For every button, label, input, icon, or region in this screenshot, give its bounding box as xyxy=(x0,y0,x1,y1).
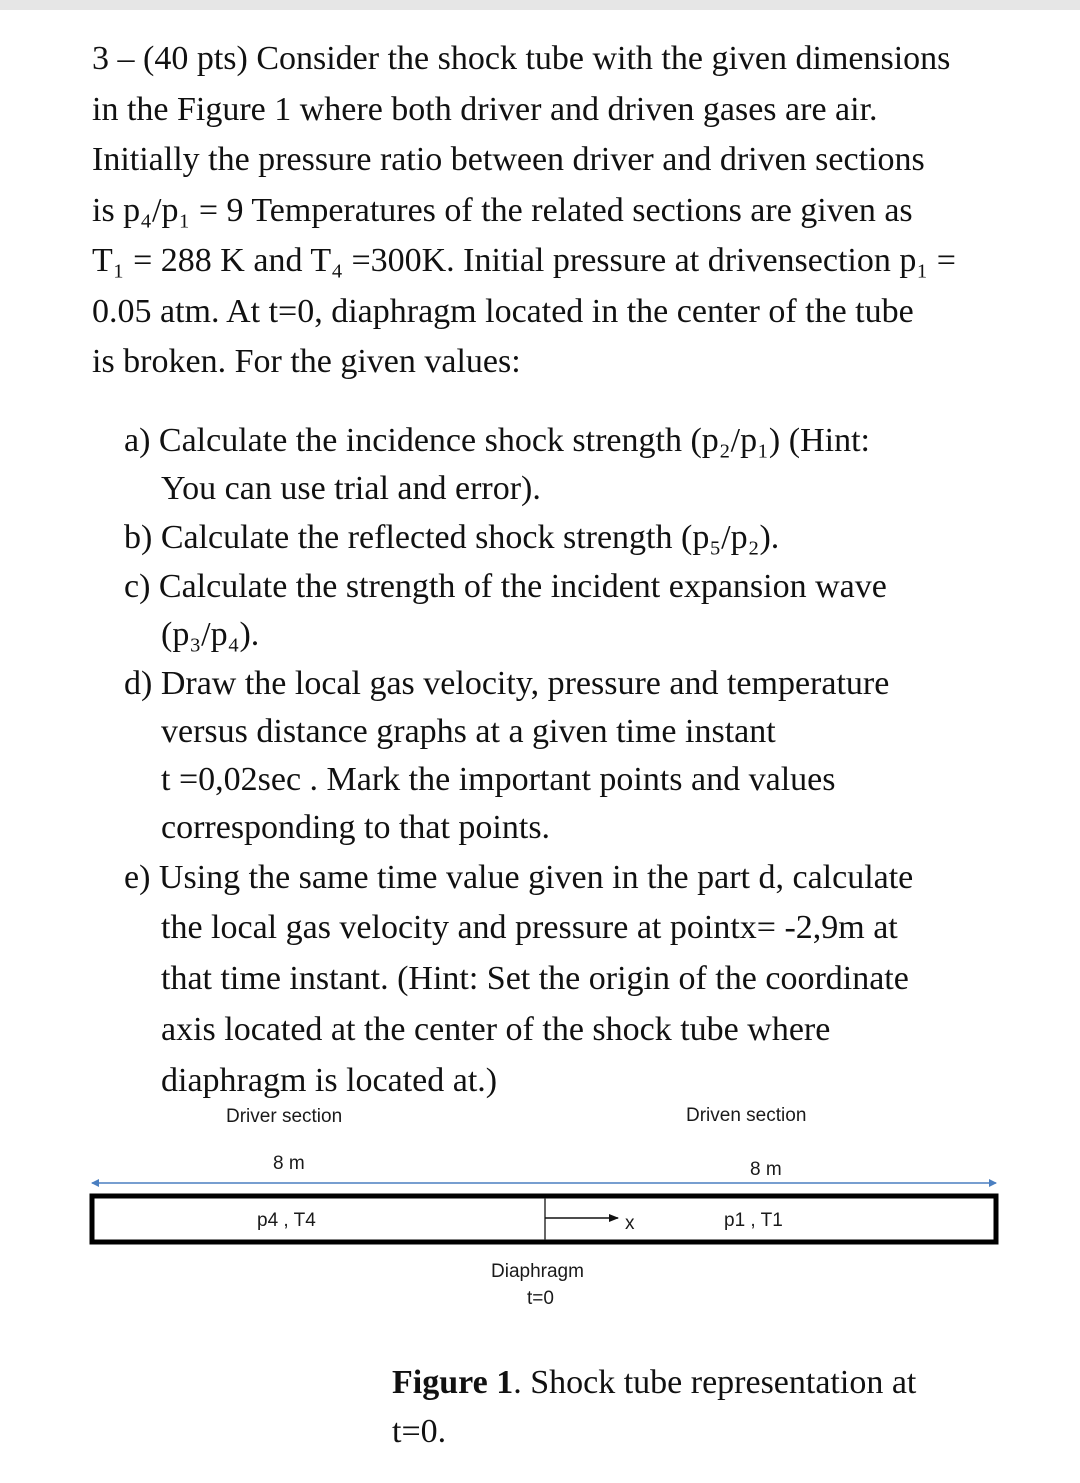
driven-section-label: Driven section xyxy=(686,1105,807,1126)
figure-caption xyxy=(392,1359,916,1407)
question-line: c) Calculate the strength of the incident expansion wave xyxy=(124,568,887,605)
caption-figure-number: Figure 1 xyxy=(392,1364,514,1401)
question-line: t =0,02sec . Mark the important points and values xyxy=(161,761,836,798)
problem-line: in the Figure 1 where both driver and driven gases are air. xyxy=(92,90,878,128)
problem-line: is broken. For the given values: xyxy=(92,343,521,380)
question-line: versus distance graphs at a given time instant xyxy=(161,713,776,750)
problem-line: 3 – (40 pts) Consider the shock tube with the given dimensions xyxy=(92,40,951,77)
question-line: that time instant. (Hint: Set the origin of the coordinate xyxy=(161,960,909,997)
problem-line: Initially the pressure ratio between driver and driven sections xyxy=(92,141,925,178)
diaphragm-time-label: t=0 xyxy=(527,1288,554,1309)
question-line: You can use trial and error). xyxy=(161,470,541,507)
problem-line: T₁ = 288 K and T₄ =300K. Initial pressure at drivensection p₁ = xyxy=(92,242,956,279)
problem-line: 0.05 atm. At t=0, diaphragm located in the center of the tube xyxy=(92,292,914,330)
driver-length-label: 8 m xyxy=(273,1153,305,1174)
question-line: a) Calculate the incidence shock strength (p₂/p₁) (Hint: xyxy=(124,422,870,459)
caption-line-2: t=0. xyxy=(392,1413,447,1450)
question-line: (p₃/p₄). xyxy=(161,616,260,653)
shock-tube-body xyxy=(92,1196,996,1242)
question-line: b) Calculate the reflected shock strength (p₅/p₂). xyxy=(124,519,780,556)
driver-section-label: Driver section xyxy=(226,1106,343,1127)
question-line: corresponding to that points. xyxy=(161,809,551,846)
x-axis-label: x xyxy=(625,1213,635,1234)
problem-line: is p₄/p₁ = 9 Temperatures of the related sections are given as xyxy=(92,191,913,229)
question-line: the local gas velocity and pressure at pointx= -2,9m at xyxy=(161,909,898,946)
caption-text: . Shock tube representation at xyxy=(513,1364,917,1401)
question-line: axis located at the center of the shock tube where xyxy=(161,1011,831,1048)
driver-state-label: p4 , T4 xyxy=(257,1210,316,1231)
question-line: diaphragm is located at.) xyxy=(161,1062,498,1099)
diaphragm-label: Diaphragm xyxy=(491,1261,584,1282)
driven-state-label: p1 , T1 xyxy=(724,1210,783,1231)
question-line: e) Using the same time value given in the part d, calculate xyxy=(124,859,914,896)
driven-length-label: 8 m xyxy=(750,1159,782,1180)
question-line: d) Draw the local gas velocity, pressure and temperature xyxy=(124,665,890,702)
